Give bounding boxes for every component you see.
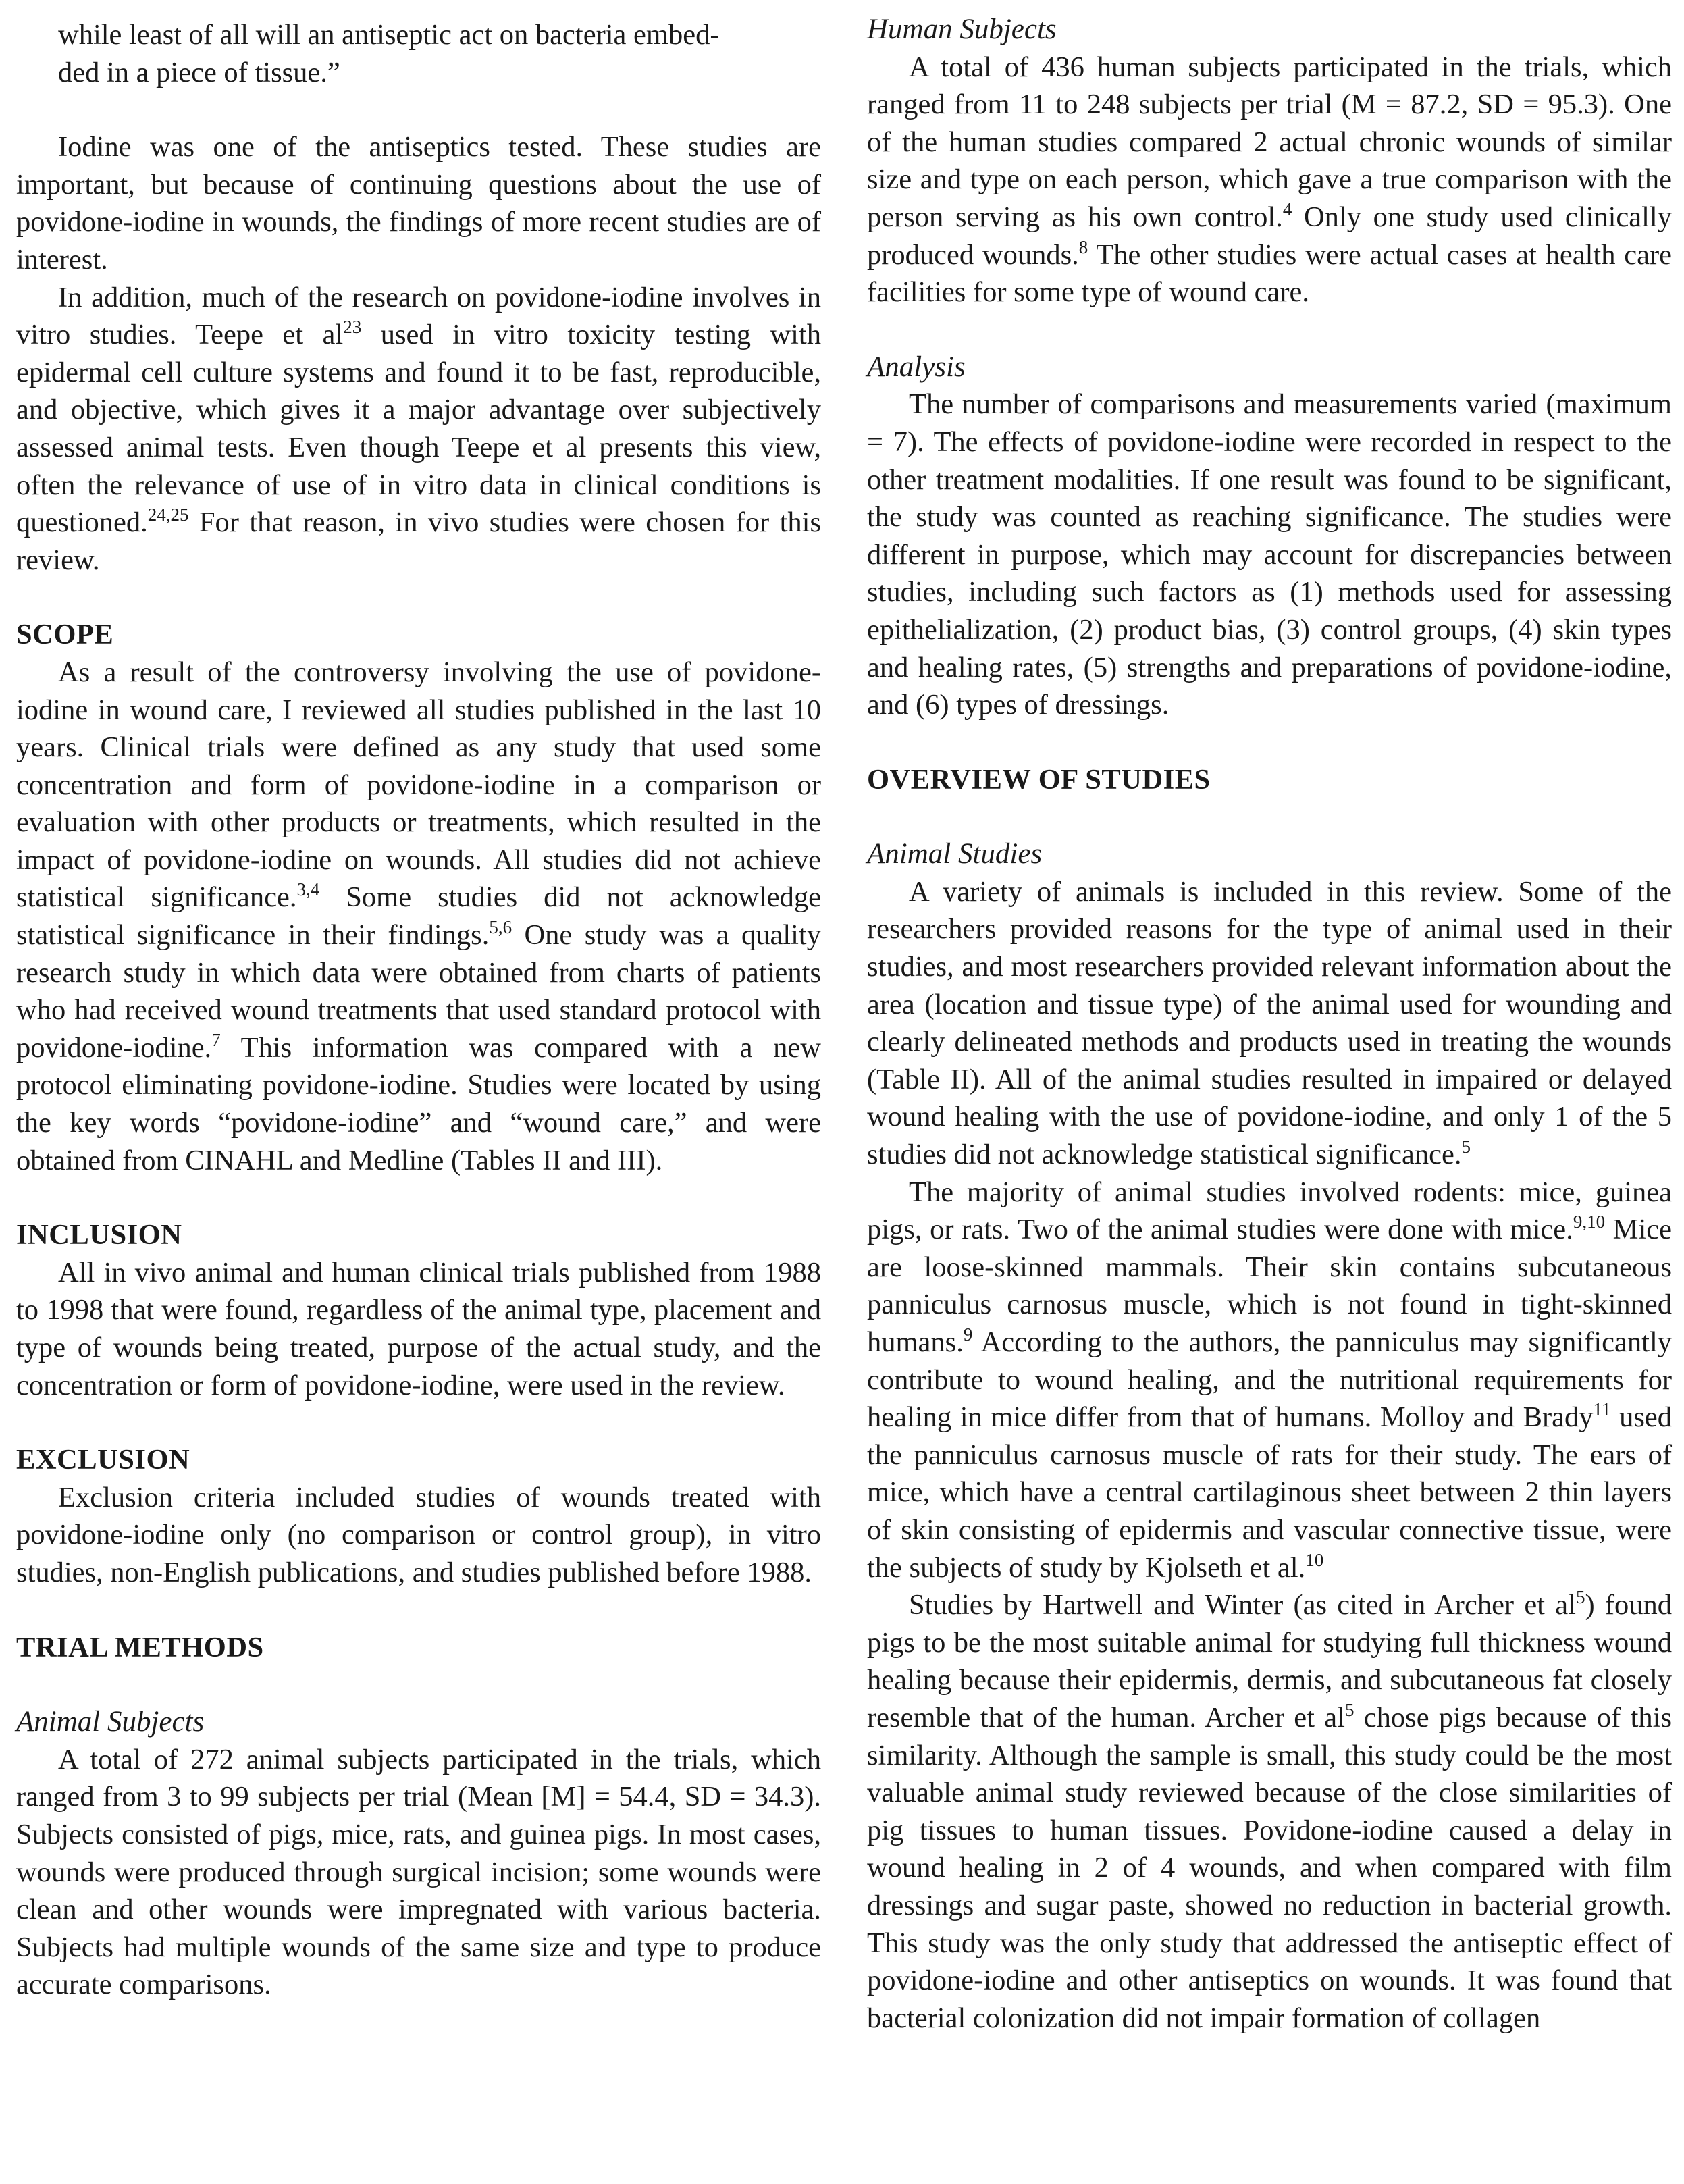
text-run: The other studies were actual cases at health care facilities for some type of wound care. [867,238,1672,309]
text-run: ) found pigs to be the most suitable animal for studying full thickness wound healing because their epidermis, dermis, and subcutaneous fat closely resemble that of the human. Archer et al [867,1589,1672,1734]
citation-ref: 8 [1078,236,1088,257]
text-run: The majority of animal studies involved rodents: mice, guinea pigs, or rats. Two of the animal studies were done with mice. [867,1176,1672,1246]
text-run: As a result of the controversy involving the use of povidone-iodine in wound care, I reviewed all studies published in the last 10 years. Clinical trials were defined as any study that used some concentration and form of povidone-iodine in a comparison or evaluation with other products or treatments, which resulted in the impact of povidone-iodine on wounds. All studies did not achieve statistical significance. [16,656,821,914]
text-run: A variety of animals is included in this review. Some of the researchers provided reasons for the type of animal used in their studies, and most researchers provided relevant information about the area (location and tissue type) of the animal used for wounding and clearly delineated methods and products used in treating the wounds (Table II). All of the animal studies resulted in impaired or delayed wound healing with the use of povidone-iodine, and only 1 of the 5 studies did not acknowledge statistical significance. [867,875,1672,1171]
text-run: used the panniculus carnosus muscle of rats for their study. The ears of mice, which have a central cartilaginous sheet between 2 thin layers of skin consisting of epidermis and vascular connective tissue, were the subjects of study by Kjolseth et al. [867,1401,1673,1584]
text-run: Some studies did not acknowledge statistical significance in their findings. [16,881,821,952]
paragraph-in-vitro [16,279,821,579]
quote-line-2: ded in a piece of tissue.” [58,56,340,88]
paragraph-animal-studies [867,873,1672,1174]
text-run: In addition, much of the research on povidone-iodine involves in vitro studies. Teepe et al [16,281,821,351]
citation-ref: 10 [1305,1549,1324,1570]
paragraph-scope [16,654,821,1179]
text-run: Studies by Hartwell and Winter (as cited in Archer et al [909,1589,1576,1621]
paragraph-animal-subjects: A total of 272 animal subjects participated in the trials, which ranged from 3 to 99 subjects per trial (Mean [M] = 54.4, SD = 34.3). Subjects consisted of pigs, mice, rats, and guinea pigs. In most cases, wounds were produced through surgical incision; some wounds were clean and other wounds were impregnated with various bacteria. Subjects had multiple wounds of the same size and type to produce accurate comparisons. [16,1743,821,2001]
text-run: One study was a quality research study in which data were obtained from charts of patients who had received wound treatments that used standard protocol with povidone-iodine. [16,919,821,1064]
text-run: This information was compared with a new protocol eliminating povidone-iodine. Studies were located by using the key words “povidone-iodine” and “wound care,” and were obtained from CINAHL and Medline (Tables II and III). [16,1031,821,1176]
subheading-analysis: Analysis [867,350,966,383]
left-column [16,16,821,2004]
citation-ref: 5 [1344,1699,1354,1720]
text-run: A total of 436 human subjects participated in the trials, which ranged from 11 to 248 subjects per trial (M = 87.2, SD = 95.3). One of the human studies compared 2 actual chronic wounds of similar size and type on each person, which gave a true comparison with the person serving as his own control. [867,51,1672,233]
citation-ref: 23 [343,317,362,338]
paragraph-inclusion: All in vivo animal and human clinical trials published from 1988 to 1998 that were found, regardless of the animal type, placement and type of wounds being treated, purpose of the actual study, and the concentration or form of povidone-iodine, were used in the review. [16,1256,821,1401]
subheading-animal-subjects: Animal Subjects [16,1706,205,1738]
text-run: Mice are loose-skinned mammals. Their skin contains subcutaneous panniculus carnosus muscle, which is not found in tight-skinned humans. [867,1214,1673,1358]
text-run: According to the authors, the panniculus may significantly contribute to wound healing, and the nutritional requirements for healing in mice differ from that of humans. Molloy and Brady [867,1326,1672,1434]
section-heading-overview: OVERVIEW OF STUDIES [867,763,1211,796]
subheading-animal-studies: Animal Studies [867,838,1043,870]
citation-ref: 5 [1461,1137,1471,1158]
subheading-human-subjects: Human Subjects [867,14,1057,45]
section-heading-trial-methods: TRIAL METHODS [16,1631,264,1663]
citation-ref: 7 [211,1029,221,1050]
citation-ref: 5,6 [489,917,512,938]
quote-line-1: while least of all will an antiseptic act on bacteria embed- [58,19,720,51]
section-heading-exclusion: EXCLUSION [16,1444,190,1476]
text-run: used in vitro toxicity testing with epidermal cell culture systems and found it to be fast, reproducible, and objective, which gives it a major advantage over subjectively assessed animal tests. Even though Teepe et al presents this view, often the relevance of use of in vitro data in clinical conditions is questioned. [16,319,821,539]
paragraph-analysis: The number of comparisons and measurements varied (maximum = 7). The effects of povidone-iodine were recorded in respect to the other treatment modalities. If one result was found to be significant, the study was counted as reaching significance. The studies were different in purpose, which may account for discrepancies between studies, including such factors as (1) methods used for assessing epithelialization, (2) product bias, (3) control groups, (4) skin types and healing rates, (5) strengths and preparations of povidone-iodine, and (6) types of dressings. [867,388,1672,721]
citation-ref: 5 [1575,1587,1585,1608]
paragraph-exclusion: Exclusion criteria included studies of wounds treated with povidone-iodine only (no comparison or control group), in vitro studies, non-English publications, and studies published before 1988. [16,1481,821,1588]
section-heading-scope: SCOPE [16,619,114,651]
paragraph-pigs [867,1586,1672,2037]
citation-ref: 24,25 [147,504,189,525]
paragraph-rodents [867,1174,1672,1587]
section-heading-inclusion: INCLUSION [16,1219,182,1251]
citation-ref: 3,4 [296,879,320,900]
text-run: Only one study used clinically produced wounds. [867,201,1672,271]
text-run: chose pigs because of this similarity. Although the sample is small, this study could be the most valuable animal study reviewed because of the close similarities of pig tissues to human tissues. Povidone-iodine caused a delay in wound healing in 2 of 4 wounds, and when compared with film dressings and sugar paste, showed no reduction in bacterial growth. This study was the only study that addressed the antiseptic effect of povidone-iodine and other antiseptics on wounds. It was found that bacterial colonization did not impair formation of collagen [867,1701,1672,2034]
citation-ref: 11 [1593,1399,1611,1420]
continued-quote [16,16,821,91]
citation-ref: 4 [1282,199,1292,219]
citation-ref: 9,10 [1573,1212,1606,1232]
text-run: For that reason, in vivo studies were chosen for this review. [16,506,821,576]
paragraph-iodine: Iodine was one of the antiseptics tested. These studies are important, but because of continuing questions about the use of povidone-iodine in wounds, the findings of more recent studies are of interest. [16,131,821,276]
paragraph-human-subjects [867,49,1672,311]
citation-ref: 9 [963,1324,973,1345]
right-column [867,16,1672,2037]
